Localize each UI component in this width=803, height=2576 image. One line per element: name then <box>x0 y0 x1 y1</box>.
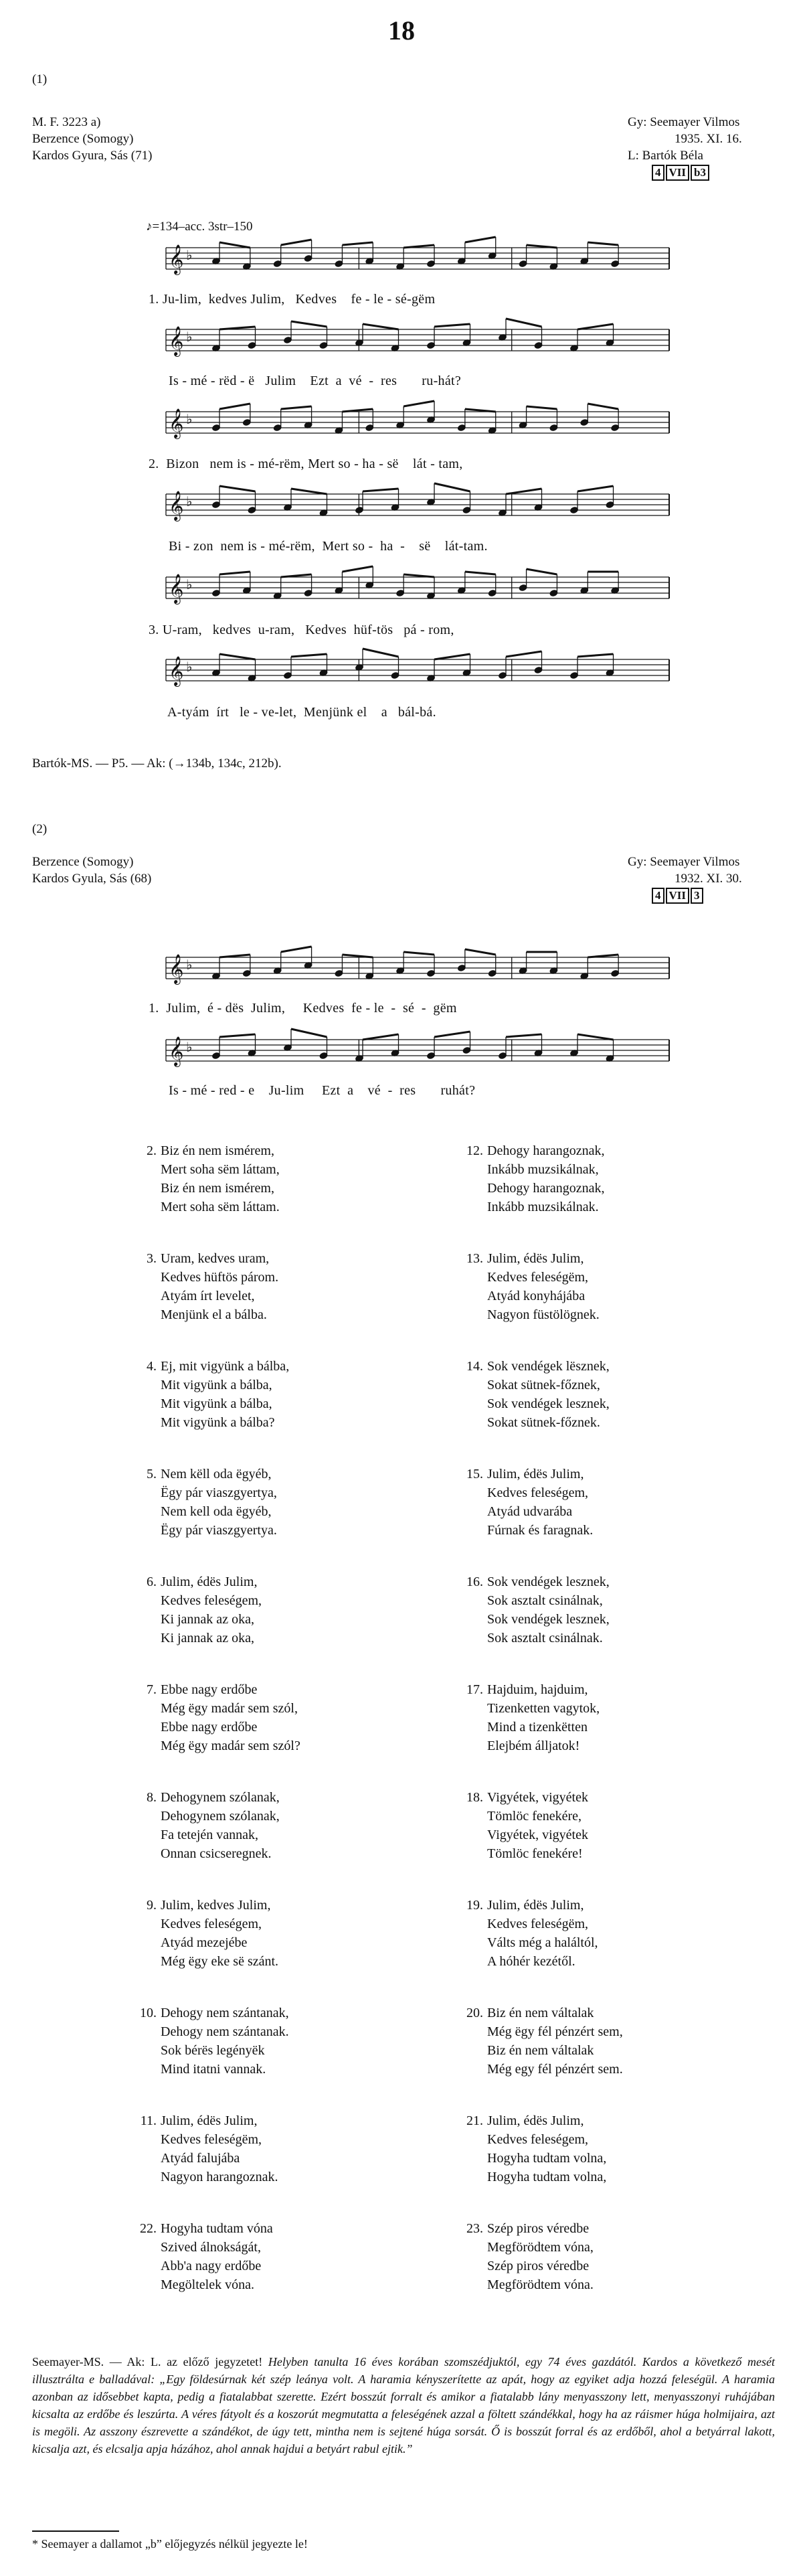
stanza <box>147 1896 279 1971</box>
stanza-line: Megförödtem vóna, <box>487 2240 594 2255</box>
stanza-line: Ej, mit vigyünk a bálba, <box>161 1359 290 1374</box>
meta-line: Kardos Gyula, Sás (68) <box>32 872 152 886</box>
stanza-line: Mit vigyünk a bálba, <box>161 1396 272 1411</box>
stanza-line: Kedves feleségem, <box>161 1593 262 1608</box>
flat-icon: ♭ <box>186 576 193 592</box>
flat-icon: ♭ <box>186 659 193 675</box>
stanza-number: 6. <box>147 1575 157 1589</box>
stanza-line: Még ëgy madár sem szól, <box>161 1701 298 1716</box>
lyric-line: 1. Julim, é - dës Julim, Kedves fe - le - sé - gëm <box>149 1001 457 1016</box>
stanza <box>466 1249 600 1324</box>
stanza-line: Sokat sütnek-főznek, <box>487 1378 600 1392</box>
stanza-line: Mind itatni vannak. <box>161 2062 266 2077</box>
stanza-line: Ëgy pár viaszgyertya. <box>161 1523 277 1538</box>
stanza-line: Julim, édës Julim, <box>161 1575 258 1589</box>
treble-clef-icon: 𝄞 <box>169 491 184 520</box>
stanza <box>466 1141 605 1216</box>
stanza-number: 2. <box>147 1143 157 1158</box>
stanza-line: Tömlöc fenekére, <box>487 1809 582 1824</box>
stanza-line: Dehogy harangoznak, <box>487 1143 605 1158</box>
note-beam <box>219 486 256 491</box>
stanza <box>466 2111 607 2186</box>
meta-line: 1935. XI. 16. <box>675 132 742 146</box>
stanza-line: Vigyétek, vigyétek <box>487 1828 588 1842</box>
stanza <box>466 1680 600 1755</box>
note-beam <box>577 1034 614 1040</box>
stanza-line: Sok vendégek lësznek, <box>487 1359 610 1374</box>
stanza <box>147 1465 277 1540</box>
stanza-line: Ki jannak az oka, <box>161 1631 254 1645</box>
stanza-line: Atyád falujába <box>161 2151 240 2166</box>
stanza-number: 23. <box>466 2221 483 2236</box>
stanza <box>466 1896 598 1971</box>
stanza <box>147 1141 280 1216</box>
song2-meta-right <box>628 854 742 904</box>
stanza-line: Menjünk el a bálba. <box>161 1307 267 1322</box>
stanza-line: Kedves feleségem, <box>487 1485 589 1500</box>
note-beam <box>219 572 250 574</box>
note-beam <box>506 319 542 327</box>
note-beam <box>281 406 312 409</box>
stanza-number: 16. <box>466 1575 483 1589</box>
stanza-line: A hóhér kezétől. <box>487 1954 575 1969</box>
stanza-line: Kedves feleségëm, <box>487 1917 589 1931</box>
flat-icon: ♭ <box>186 411 193 427</box>
stanza-line: Ebbe nagy erdőbe <box>161 1682 258 1697</box>
flat-icon: ♭ <box>186 329 193 345</box>
meta-line: 1932. XI. 30. <box>675 872 742 886</box>
stanza-line: Biz én nem váltalak <box>487 2006 594 2020</box>
stanza-line: Sok vendégek lesznek, <box>487 1612 610 1627</box>
stanza-number: 15. <box>466 1467 483 1481</box>
flat-icon: ♭ <box>186 247 193 263</box>
stanza-line: Nagyon harangoznak. <box>161 2170 278 2184</box>
classification-boxes <box>628 887 742 904</box>
stanza-line: Atyád udvarába <box>487 1504 573 1519</box>
stanza-line: Hogyha tudtam volna, <box>487 2170 607 2184</box>
note-beam <box>291 321 327 327</box>
meta-line: Berzence (Somogy) <box>32 132 134 146</box>
note-beam <box>527 406 557 409</box>
stanza-line: Biz én nem váltalak <box>487 2043 594 2058</box>
stanza-line: Fa tetején vannak, <box>161 1828 259 1842</box>
note-beam <box>342 566 373 572</box>
stanza-line: Biz én nem ismérem, <box>161 1143 274 1158</box>
song2-meta-left <box>32 854 151 887</box>
stanza-line: Válts még a haláltól, <box>487 1935 598 1950</box>
stanza <box>147 1573 262 1647</box>
stanza-line: Még ëgy eke së szánt. <box>161 1954 279 1969</box>
stanza-line: Még ëgy madár sem szól? <box>161 1739 300 1753</box>
stanza-line: Sok bérës legényëk <box>161 2043 265 2058</box>
stanza-line: Julim, kedves Julim, <box>161 1898 271 1913</box>
treble-clef-icon: 𝄞 <box>169 574 184 603</box>
stanza-line: Dehogy nem szántanak, <box>161 2006 289 2020</box>
stanza <box>147 1680 300 1755</box>
stanza-line: Sokat sütnek-főznek. <box>487 1415 600 1430</box>
note-beam <box>465 949 496 955</box>
stanza-line: Sok vendégek lesznek, <box>487 1396 610 1411</box>
stanza-line: Dehogy nem szántanak. <box>161 2024 289 2039</box>
treble-clef-icon: 𝄞 <box>169 954 184 983</box>
note-beam <box>219 404 250 409</box>
stanza-number: 9. <box>147 1898 157 1913</box>
stanza-number: 10. <box>140 2006 157 2020</box>
stanza-line: Mit vigyünk a bálba? <box>161 1415 275 1430</box>
stanza-number: 14. <box>466 1359 483 1374</box>
stanza-line: Mert soha sëm láttam. <box>161 1200 280 1214</box>
stanza-line: Nem kell oda ëgyéb, <box>161 1504 272 1519</box>
stanza-number: 13. <box>466 1251 483 1266</box>
stanza-number: 11. <box>140 2113 157 2128</box>
note-beam <box>434 654 470 659</box>
note-beam <box>577 654 614 657</box>
stanza-line: Kedves feleségem, <box>487 2132 589 2147</box>
stanza-line: Ëgy pár viaszgyertya, <box>161 1485 277 1500</box>
lyric-line: Is - mé - red - e Ju-lim Ezt a vé - res ruhát? <box>169 1083 476 1098</box>
stanza-line: Julim, édës Julim, <box>487 1898 584 1913</box>
stanza-line: Még egy fél pénzért sem. <box>487 2062 623 2077</box>
stanza-line: Tizenketten vagytok, <box>487 1701 600 1716</box>
flat-icon: ♭ <box>186 957 193 973</box>
note-beam <box>577 324 614 329</box>
class-box: VII <box>666 888 690 904</box>
meta-line: Berzence (Somogy) <box>32 855 134 869</box>
note-beam <box>281 947 312 952</box>
lyric-line: Bi - zon nem is - mé-rëm, Mert so - ha - së lát-tam. <box>169 539 488 554</box>
lyric-line: A-tyám írt le - ve-let, Menjünk el a bál-bá. <box>167 705 436 720</box>
stanza-line: Mind a tizenkëtten <box>487 1720 588 1735</box>
stanza-line: Julim, édës Julim, <box>161 2113 258 2128</box>
stanza-number: 8. <box>147 1790 157 1805</box>
flat-icon: ♭ <box>186 493 193 509</box>
meta-line: Gy: Seemayer Vilmos <box>628 115 740 129</box>
lyric-line: 2. Bizon nem is - mé-rëm, Mert so - ha - së lát - tam, <box>149 457 463 471</box>
notes-lead: Seemayer-MS. — Ak: L. az előző jegyzetet! <box>32 2355 263 2368</box>
note-beam <box>363 1034 399 1040</box>
note-beam <box>465 237 496 242</box>
stanza-line: Hajduim, hajduim, <box>487 1682 588 1697</box>
stanza-number: 20. <box>466 2006 483 2020</box>
stanza-line: Nem këll oda ëgyéb, <box>161 1467 272 1481</box>
stanza-line: Biz én nem ismérem, <box>161 1181 274 1196</box>
stanza-line: Mit vigyünk a bálba, <box>161 1378 272 1392</box>
stanza <box>466 1573 610 1647</box>
note-beam <box>363 489 399 491</box>
stanza <box>466 1465 594 1540</box>
note-beam <box>363 649 399 657</box>
stanza-line: Julim, édës Julim, <box>487 1467 584 1481</box>
stanza-number: 3. <box>147 1251 157 1266</box>
note-beam <box>219 242 250 248</box>
note-beam <box>434 483 470 491</box>
note-beam <box>291 489 327 494</box>
note-beam <box>577 486 614 491</box>
song1-number: (1) <box>32 72 48 86</box>
stanza-line: Inkább muzsikálnak. <box>487 1200 599 1214</box>
note-beam <box>506 489 542 494</box>
note-beam <box>281 240 312 245</box>
footnote-divider <box>32 2530 119 2532</box>
stanza-line: Kedves feleségem, <box>161 1917 262 1931</box>
stanza-number: 5. <box>147 1467 157 1481</box>
stanza-number: 18. <box>466 1790 483 1805</box>
stanza-line: Ki jannak az oka, <box>161 1612 254 1627</box>
stanza-line: Atyád mezejébe <box>161 1935 248 1950</box>
class-box: 3 <box>691 888 703 904</box>
stanza-line: Dehogynem szólanak, <box>161 1809 280 1824</box>
stanza <box>147 1788 280 1863</box>
note-beam <box>506 1034 542 1037</box>
stanza-line: Atyád konyhájába <box>487 1289 586 1303</box>
editorial-notes <box>32 2353 775 2458</box>
stanza-number: 19. <box>466 1898 483 1913</box>
note-beam <box>291 1029 327 1037</box>
stanza-line: Szép piros véredbe <box>487 2221 590 2236</box>
note-beam <box>342 242 373 245</box>
stanza-line: Sok asztalt csinálnak. <box>487 1631 603 1645</box>
note-beam <box>588 242 618 245</box>
footnote: * Seemayer a dallamot „b” előjegyzés nélkül jegyezte le! <box>32 2537 308 2551</box>
note-beam <box>434 324 470 327</box>
class-box: b3 <box>691 165 709 181</box>
class-box: 4 <box>652 888 664 904</box>
stanza-line: Tömlöc fenekére! <box>487 1846 583 1861</box>
stanza-line: Nagyon füstölögnek. <box>487 1307 600 1322</box>
stanza-line: Dehogy harangoznak, <box>487 1181 605 1196</box>
page-number: 18 <box>388 15 415 46</box>
stanza-line: Kedves feleségëm, <box>161 2132 262 2147</box>
meta-line: L: Bartók Béla <box>628 149 703 163</box>
stanza-line: Dehogynem szólanak, <box>161 1790 280 1805</box>
stanza <box>140 2004 289 2079</box>
stanza-line: Fúrnak és faragnak. <box>487 1523 594 1538</box>
lyric-line: 1. Ju-lim, kedves Julim, Kedves fe - le - sé-gëm <box>149 292 436 307</box>
stanza-number: 22. <box>140 2221 157 2236</box>
stanza-line: Szived álnokságát, <box>161 2240 261 2255</box>
note-beam <box>291 654 327 657</box>
note-beam <box>465 572 496 574</box>
flat-icon: ♭ <box>186 1039 193 1055</box>
song1-source-note: Bartók-MS. — P5. — Ak: (→134b, 134c, 212b). <box>32 756 282 771</box>
stanza-line: Julim, édës Julim, <box>487 1251 584 1266</box>
note-beam <box>434 1032 470 1037</box>
stanza <box>140 2219 273 2294</box>
stanza-line: Kedves feleségëm, <box>487 1270 589 1285</box>
stanza-line: Megöltelek vóna. <box>161 2277 254 2292</box>
meta-line: M. F. 3223 a) <box>32 115 101 129</box>
stanza-line: Mert soha sëm láttam, <box>161 1162 280 1177</box>
stanza-line: Hogyha tudtam volna, <box>487 2151 607 2166</box>
stanza-number: 7. <box>147 1682 157 1697</box>
treble-clef-icon: 𝄞 <box>169 408 184 438</box>
treble-clef-icon: 𝄞 <box>169 244 184 274</box>
treble-clef-icon: 𝄞 <box>169 326 184 355</box>
stanza-line: Elejbém álljatok! <box>487 1739 580 1753</box>
stanza <box>466 2219 594 2294</box>
stanza-line: Inkább muzsikálnak, <box>487 1162 599 1177</box>
stanza-number: 4. <box>147 1359 157 1374</box>
meta-line: Gy: Seemayer Vilmos <box>628 855 740 869</box>
note-beam <box>588 404 618 409</box>
treble-clef-icon: 𝄞 <box>169 656 184 686</box>
stanza <box>140 2111 278 2186</box>
stanza-line: Még ëgy fél pénzért sem, <box>487 2024 623 2039</box>
class-box: 4 <box>652 165 664 181</box>
stanza <box>466 1357 610 1432</box>
lyric-line: Is - mé - rëd - ë Julim Ezt a vé - res ru-hát? <box>169 374 462 388</box>
treble-clef-icon: 𝄞 <box>169 1036 184 1066</box>
stanza-line: Vigyétek, vigyétek <box>487 1790 588 1805</box>
tempo-marking: ♪=134–acc. 3str–150 <box>146 220 253 234</box>
stanza-line: Kedves hüftös párom. <box>161 1270 279 1285</box>
stanza <box>147 1249 279 1324</box>
note-beam <box>219 1034 256 1037</box>
stanza-number: 17. <box>466 1682 483 1697</box>
stanza-line: Ebbe nagy erdőbe <box>161 1720 258 1735</box>
note-beam <box>404 952 434 955</box>
notes-italic: Helyben tanulta 16 éves korában szomszédjuktól, egy 74 éves gazdától. Kardos a következő mesét illusztrálta e balladával: „Egy földesúrnak két szép leánya volt. A haramia kényszerítette az apát, hogy az egyiket adja hozzá feleségül. A haramia azonban az idősebbet kapta, pedig a fiatalabbat szerette. Ezért bosszút forralt és amikor a fiatalabb lány menyasszony lett, menyasszonyi ruhájában kicsalta az erdőbe és leszúrta. A véres fátyolt és a koszorút megmutatta a feleségének azzal a föltett szándékkal, hogy ha az ráismer húga holmijaira, azt is megöli. Az asszony észrevette a szándékot, de úgy tett, mintha nem is sejtené húga sorsát. Ő is bosszút forral és az erdőből, ahol a betyárral lakott, kicsalja azt, és elcsalja apja házához, ahol annak hajdui a betyárt rabul ejtik.” <box>32 2355 776 2456</box>
stanza-line: Atyám írt levelet, <box>161 1289 255 1303</box>
stanza <box>466 2004 623 2079</box>
stanza <box>466 1788 588 1863</box>
note-beam <box>363 324 399 329</box>
note-beam <box>219 654 256 659</box>
lyric-line: 3. U-ram, kedves u-ram, Kedves hüf-tös pá - rom, <box>149 623 454 637</box>
stanza-line: Julim, édës Julim, <box>487 2113 584 2128</box>
stanza <box>147 1357 290 1432</box>
stanza-line: Hogyha tudtam vóna <box>161 2221 273 2236</box>
note-beam <box>506 651 542 657</box>
stanza-line: Onnan csicseregnek. <box>161 1846 272 1861</box>
note-beam <box>527 569 557 574</box>
meta-line: Kardos Gyura, Sás (71) <box>32 149 153 163</box>
stanza-number: 12. <box>466 1143 483 1158</box>
stanza-line: Abb'a nagy erdőbe <box>161 2259 262 2273</box>
class-box: VII <box>666 165 690 181</box>
stanza-line: Szép piros véredbe <box>487 2259 590 2273</box>
note-beam <box>404 401 434 406</box>
stanza-number: 21. <box>466 2113 483 2128</box>
stanza-line: Sok asztalt csinálnak, <box>487 1593 603 1608</box>
stanza-line: Megförödtem vóna. <box>487 2277 594 2292</box>
stanza-line: Uram, kedves uram, <box>161 1251 270 1266</box>
stanza-line: Sok vendégek lesznek, <box>487 1575 610 1589</box>
song2-number: (2) <box>32 822 48 836</box>
